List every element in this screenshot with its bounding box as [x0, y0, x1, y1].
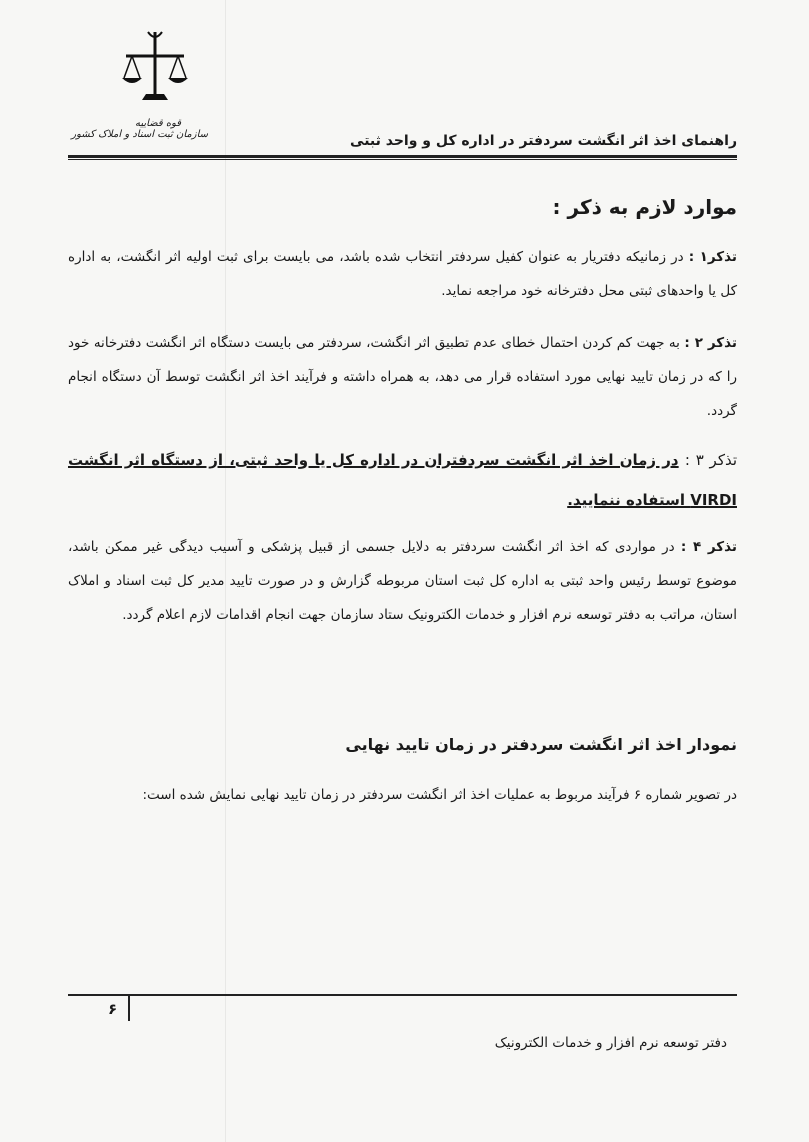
- logo-caption: [71, 118, 208, 140]
- page-header-title: راهنمای اخذ اثر انگشت سردفتر در اداره کل و واحد ثبتی: [350, 133, 737, 149]
- note-4-text: در مواردی که اخذ اثر انگشت سردفتر به دلایل جسمی از قبیل پزشکی و آسیب دیدگی غیر ممکن باشد، موضوع توسط رئیس واحد ثبتی به اداره کل ثبت استان مربوطه گزارش و در صورت تایید مدیر کل ثبت اسناد و املاک استان، مراتب به دفتر توسعه نرم افزار و خدمات الکترونیک ستاد سازمان جهت انجام اقدامات لازم اعلام گردد.: [68, 539, 737, 623]
- note-3-label: تذکر ۳ :: [684, 451, 738, 469]
- note-4-label: تذکر ۴ :: [680, 539, 738, 555]
- scales-of-justice-icon: [120, 28, 190, 118]
- logo-line-1: قوه قضاییه: [134, 118, 182, 129]
- logo-line-2: سازمان ثبت اسناد و املاک کشور: [71, 129, 208, 140]
- note-3-text: در زمان اخذ اثر انگشت سردفتران در اداره کل یا واحد ثبتی، از دستگاه اثر انگشت VIRDI استفاده ننمایید.: [68, 451, 737, 509]
- section-title: موارد لازم به ذکر :: [552, 195, 737, 219]
- note-1: [68, 240, 737, 308]
- note-2-text: به جهت کم کردن احتمال خطای عدم تطبیق اثر انگشت، سردفتر می بایست دستگاه اثر انگشت دفترخانه خود را که در زمان تایید نهایی مورد استفاده قرار می دهد، به همراه داشته و فرآیند اخذ اثر انگشت توسط آن دستگاه انجام گردد.: [68, 335, 737, 419]
- note-1-label: تذکر۱ :: [688, 249, 737, 265]
- footer-rule: [68, 994, 737, 996]
- note-2-label: تذکر ۲ :: [684, 335, 738, 351]
- note-2: [68, 326, 737, 428]
- footer-text: دفتر توسعه نرم افزار و خدمات الکترونیک: [494, 1035, 727, 1051]
- judiciary-logo: [71, 28, 208, 140]
- note-4: [68, 530, 737, 632]
- diagram-intro-text: در تصویر شماره ۶ فرآیند مربوط به عملیات اخذ اثر انگشت سردفتر در زمان تایید نهایی نمایش شده است:: [142, 787, 737, 803]
- page-number-divider: [128, 995, 130, 1021]
- page-number: ۶: [108, 1000, 118, 1018]
- note-3: [68, 440, 737, 520]
- header-rule: [68, 155, 737, 158]
- header-rule-thin: [68, 159, 737, 160]
- diagram-section-title: نمودار اخذ اثر انگشت سردفتر در زمان تایید نهایی: [345, 735, 737, 754]
- note-1-text: در زمانیکه دفتریار به عنوان کفیل سردفتر انتخاب شده باشد، می بایست برای ثبت اولیه اثر انگشت، به اداره کل یا واحدهای ثبتی محل دفترخانه خود مراجعه نماید.: [68, 249, 737, 299]
